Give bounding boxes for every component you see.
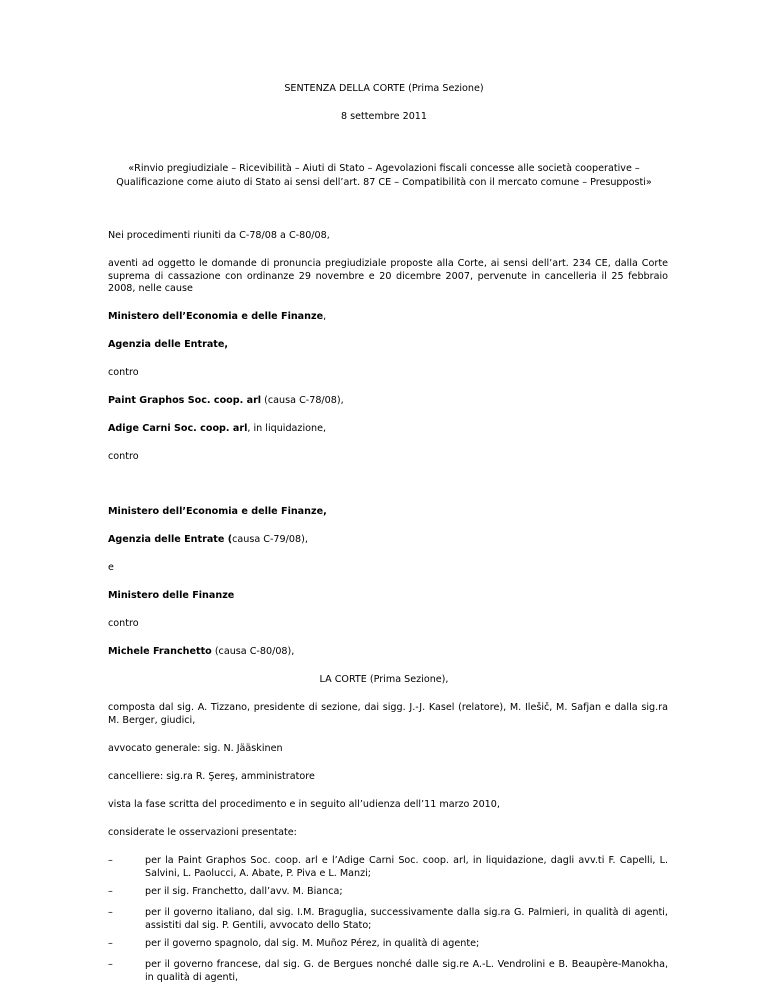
judgment-date: 8 settembre 2011 (340, 111, 428, 122)
contro-label: contro (108, 618, 139, 629)
list-item-text: per il sig. Franchetto, dall’avv. M. Bianca; (145, 885, 343, 897)
party-ministero-finanze: Ministero delle Finanze (108, 590, 235, 601)
list-dash: – (108, 959, 113, 971)
list-dash: – (108, 907, 113, 919)
list-dash: – (108, 937, 113, 949)
object-paragraph: aventi ad oggetto le domande di pronuncia pregiudiziale proposte alla Corte, ai sensi dell’art. 234 CE, dalla Corte suprema di cassazione con ordinanze 29 novembre e 20 dicembre 2007, pervenute in cancelleria il 25 febbraio 2008, nelle cause (108, 258, 668, 294)
subject-line-1: «Rinvio pregiudiziale – Ricevibilità – Aiuti di Stato – Agevolazioni fiscali concesse alle società cooperative – (128, 163, 640, 174)
party-ministero-economia-2: Ministero dell’Economia e delle Finanze, (108, 506, 327, 517)
list-item-text: per il governo italiano, dal sig. I.M. Braguglia, successivamente dalla sig.ra G. Palmieri, in qualità di agenti, assistiti dal sig. P. Gentili, avvocato dello Stato; (145, 907, 668, 931)
list-item-text: per il governo spagnolo, dal sig. M. Muñoz Pérez, in qualità di agente; (145, 937, 480, 949)
party-agenzia-entrate-2: Agenzia delle Entrate (causa C-79/08), (108, 534, 308, 545)
court-composition: composta dal sig. A. Tizzano, presidente di sezione, dai sigg. J.-J. Kasel (relatore), M. Ilešič, M. Safjan e dalla sig.ra M. Berger, giudici, (108, 702, 668, 726)
subject-line-2: Qualificazione come aiuto di Stato ai sensi dell’art. 87 CE – Compatibilità con il mercato comune – Presupposti» (116, 177, 652, 188)
party-adige-carni: Adige Carni Soc. coop. arl, in liquidazione, (108, 423, 327, 434)
list-item-text: per la Paint Graphos Soc. coop. arl e l’Adige Carni Soc. coop. arl, in liquidazione, dagli avv.ti F. Capelli, L. Salvini, L. Paolucci, A. Abate, P. Piva e L. Manzi; (145, 855, 668, 879)
court-heading: LA CORTE (Prima Sezione), (319, 674, 449, 685)
contro-label: contro (108, 451, 139, 462)
contro-label: contro (108, 367, 139, 378)
advocate-general: avvocato generale: sig. N. Jääskinen (108, 743, 283, 754)
conjunction-e: e (108, 562, 114, 573)
procedure-line: vista la fase scritta del procedimento e in seguito all’udienza dell’11 marzo 2010, (108, 799, 500, 810)
party-agenzia-entrate: Agenzia delle Entrate, (108, 339, 229, 350)
party-paint-graphos: Paint Graphos Soc. coop. arl (causa C-78/08), (108, 395, 344, 406)
party-ministero-economia: Ministero dell’Economia e delle Finanze, (108, 311, 327, 322)
list-dash: – (108, 885, 113, 897)
observations-intro: considerate le osservazioni presentate: (108, 827, 297, 838)
proceedings-line: Nei procedimenti riuniti da C-78/08 a C-80/08, (108, 230, 330, 241)
registrar: cancelliere: sig.ra R. Şereş, amministratore (108, 771, 315, 782)
judgment-title: SENTENZA DELLA CORTE (Prima Sezione) (284, 83, 484, 94)
list-dash: – (108, 855, 113, 866)
party-michele-franchetto: Michele Franchetto (causa C-80/08), (108, 646, 295, 657)
list-item-text: per il governo francese, dal sig. G. de Bergues nonché dalle sig.re A.-L. Vendrolini e B. Beaupère-Manokha, in qualità di agenti, (145, 959, 668, 983)
